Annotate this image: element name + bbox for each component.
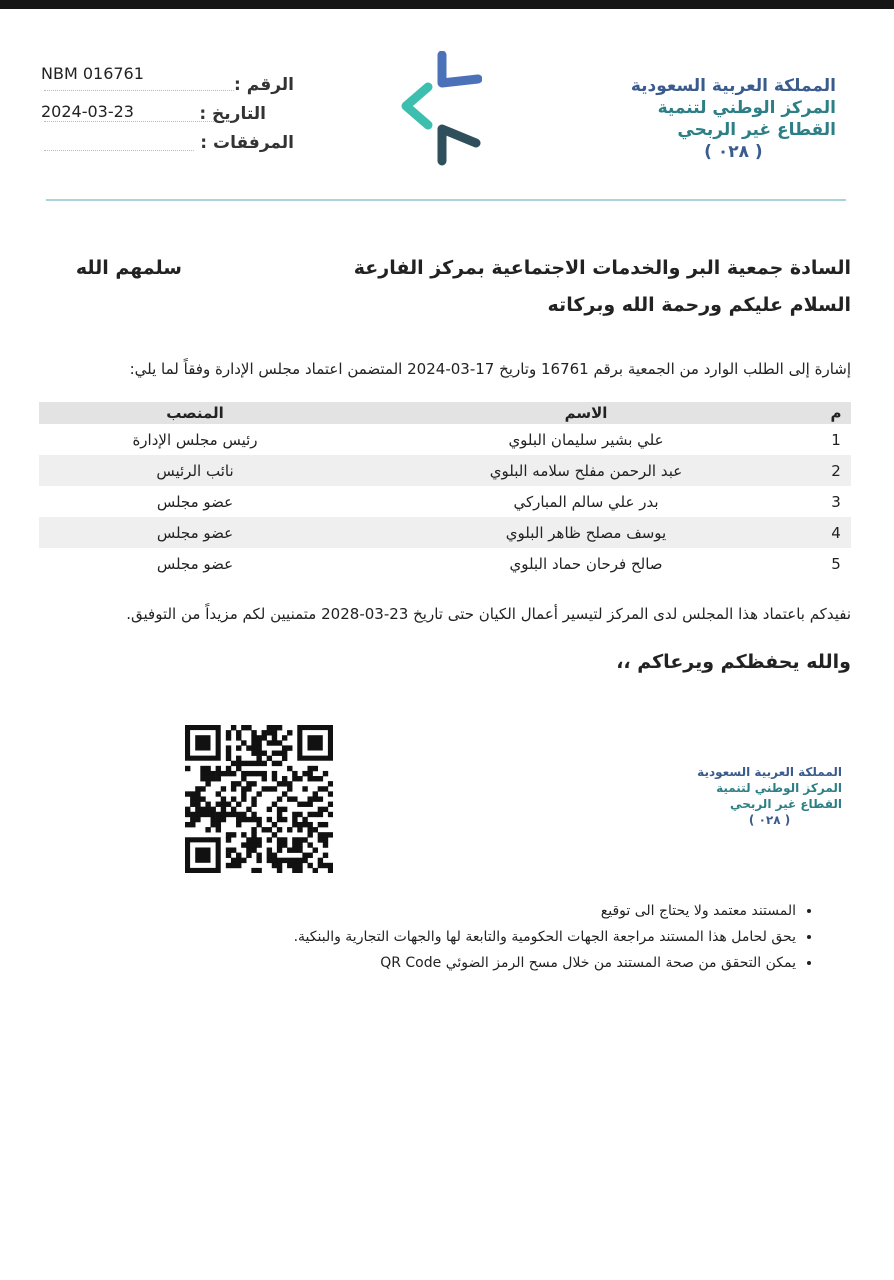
table-header-row <box>39 402 851 424</box>
row-name: علي بشير سليمان البلوي <box>508 430 664 449</box>
row-number: 2 <box>821 455 851 486</box>
footer-org-line-code: ( ٠٢٨ ) <box>748 813 791 827</box>
row-position: عضو مجلس <box>156 554 234 573</box>
recipient: السادة جمعية البر والخدمات الاجتماعية بمركز الفارعة <box>353 257 851 279</box>
center-logo-icon <box>398 51 482 167</box>
row-name: عبد الرحمن مفلح سلامه البلوي <box>351 455 821 486</box>
footer-org-line-center: المركز الوطني لتنمية <box>716 781 842 795</box>
reference-number: NBM 016761 <box>41 64 144 83</box>
footer-organization-name <box>697 764 842 828</box>
top-edge <box>0 0 894 9</box>
list-item: • المستند معتمد ولا يحتاج الى توقيع <box>294 898 796 924</box>
header-divider <box>46 199 846 201</box>
org-line-center: المركز الوطني لتنمية <box>657 98 836 118</box>
attachments-label: المرفقات : <box>200 133 294 153</box>
row-position: عضو مجلس <box>39 517 351 548</box>
letter-page <box>0 9 894 1280</box>
row-number: 5 <box>831 554 841 573</box>
row-position: رئيس مجلس الإدارة <box>132 430 258 449</box>
row-name: صالح فرحان حماد البلوي <box>509 554 663 573</box>
table-row <box>39 486 851 517</box>
footer-org-line-country: المملكة العربية السعودية <box>697 765 842 779</box>
date-value: 2024-03-23 <box>41 102 134 121</box>
table-row <box>39 455 851 486</box>
board-members-table <box>39 402 851 579</box>
row-name: يوسف مصلح ظاهر البلوي <box>351 517 821 548</box>
header-number: م <box>821 402 851 424</box>
row-number: 1 <box>831 430 841 449</box>
table-row <box>39 517 851 548</box>
closing-phrase: والله يحفظكم ويرعاكم ،، <box>616 651 851 673</box>
row-name: بدر علي سالم المباركي <box>513 492 659 511</box>
list-item: • يمكن التحقق من صحة المستند من خلال مسح الرمز الضوئي QR Code <box>294 950 796 976</box>
list-item: • يحق لحامل هذا المستند مراجعة الجهات الحكومية والتابعة لها والجهات التجارية والبنكية. <box>294 924 796 950</box>
table-row <box>39 424 851 455</box>
conclusion-paragraph: نفيدكم باعتماد هذا المجلس لدى المركز لتيسير أعمال الكيان حتى تاريخ 23-03-2028 متمنيين لكم مزيداً من التوفيق. <box>126 605 851 623</box>
org-line-country: المملكة العربية السعودية <box>630 76 836 96</box>
org-line-code: ( ٠٢٨ ) <box>704 142 763 162</box>
row-number: 3 <box>831 492 841 511</box>
intro-paragraph: إشارة إلى الطلب الوارد من الجمعية برقم 16761 وتاريخ 17-03-2024 المتضمن اعتماد مجلس الإدارة وفقاً لما يلي: <box>129 360 851 378</box>
header-name: الاسم <box>351 402 821 424</box>
row-position: نائب الرئيس <box>39 455 351 486</box>
organization-name <box>631 75 836 163</box>
header-position: المنصب <box>39 402 351 424</box>
row-number: 4 <box>821 517 851 548</box>
org-line-sector: القطاع غير الربحي <box>677 120 836 140</box>
footer-org-line-sector: القطاع غير الربحي <box>730 797 842 811</box>
qr-code-icon <box>185 725 333 873</box>
notes-list <box>294 898 814 976</box>
date-label: التاريخ : <box>199 104 266 124</box>
reference-label: الرقم : <box>234 75 294 95</box>
date-line <box>44 121 224 122</box>
greeting: السلام عليكم ورحمة الله وبركاته <box>547 294 851 316</box>
salutation-end: سلمهم الله <box>75 257 182 279</box>
row-position: عضو مجلس <box>156 492 234 511</box>
reference-line <box>44 90 234 91</box>
attachments-line <box>44 150 194 151</box>
table-row <box>39 548 851 579</box>
